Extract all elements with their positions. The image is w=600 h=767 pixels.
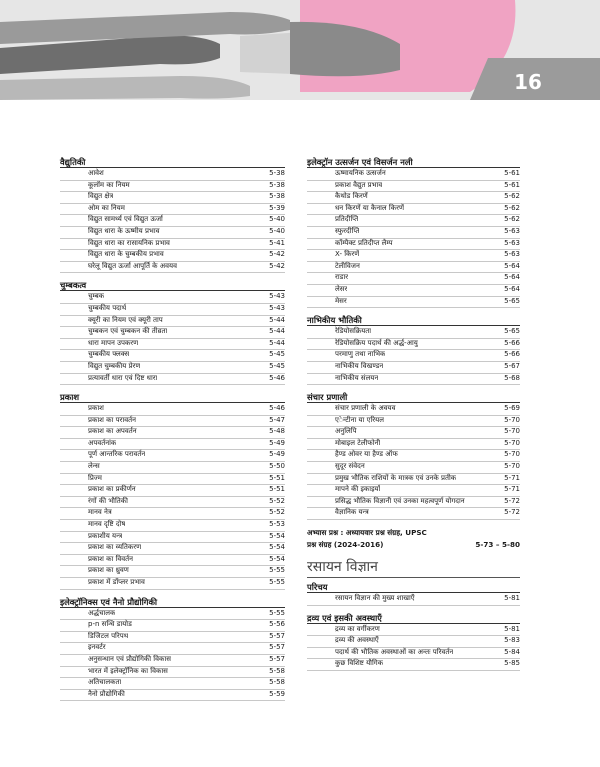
entry-label: लेसर: [335, 284, 348, 293]
entry-label: प्रकाश: [88, 404, 104, 413]
part-title-chemistry: रसायन विज्ञान: [307, 558, 520, 578]
entry-page: 5-69: [504, 404, 520, 413]
entry-page: 5-58: [269, 666, 285, 675]
entry-label: ऊष्मायनिक उत्सर्जन: [335, 169, 386, 177]
entry-label: नाभिकीय विखण्डन: [335, 361, 384, 370]
exercise-line1: अभ्यास प्रश्न : अध्यायवार प्रश्न संग्रह, UPSC: [307, 528, 427, 538]
entry-page: 5-66: [504, 350, 520, 359]
entry-label: डिजिटल परिपथ: [88, 631, 129, 640]
entry-label: मानव दृष्टि दोष: [88, 520, 126, 529]
entry-label: कॉम्पैक्ट प्रतिदीप्त लैम्प: [335, 238, 393, 247]
entry-label: X- किरणें: [335, 250, 360, 259]
entry-label: स्फुरदीप्ति: [335, 226, 360, 235]
right-sections: [307, 157, 520, 520]
entry-page: 5-52: [269, 508, 285, 517]
section-title[interactable]: संचार प्रणाली: [307, 392, 520, 403]
entry-label: राडार: [335, 273, 349, 282]
entry-page: 5-42: [269, 250, 285, 259]
entry-page: 5-70: [504, 427, 520, 436]
toc-left-column: [60, 157, 285, 708]
entry-label: वैज्ञानिक यन्त्र: [335, 508, 369, 517]
entry-page: 5-38: [269, 180, 285, 189]
entry-page: 5-50: [269, 462, 285, 471]
exercise-pages: 5-73 – 5-80: [475, 539, 520, 549]
entry-label: मोबाइल टेलीफोनी: [335, 438, 381, 447]
entry-page: 5-64: [504, 261, 520, 270]
toc-right-column: [307, 157, 520, 678]
entry-label: प्रतिदीप्ति: [335, 215, 359, 224]
entry-label: पदार्थ की भौतिक अवस्थाओं का अन्तः परिवर्तन: [335, 647, 454, 656]
entry-label: प्रकाश का प्रकीर्णन: [88, 485, 136, 494]
entry-label: प्रकाश वैद्युत प्रभाव: [335, 180, 383, 189]
entry-page: 5-71: [504, 485, 520, 494]
entry-label: द्रव्य की अवस्थाएँ: [335, 636, 379, 645]
toc-entry[interactable]: [60, 262, 285, 274]
entry-label: नाभिकीय संलयन: [335, 373, 379, 382]
entry-label: प्रकाशीय यन्त्र: [88, 531, 123, 540]
header-graphic: [0, 0, 600, 118]
entry-page: 5-81: [504, 594, 520, 603]
entry-label: घरेलू विद्युत ऊर्जा आपूर्ति के अवयव: [88, 261, 177, 270]
exercise-entry[interactable]: [307, 527, 520, 550]
entry-label: एेन्टीना या एरियल: [335, 415, 384, 424]
entry-label: विद्युत धारा के ऊष्मीय प्रभाव: [88, 226, 160, 235]
toc-entry[interactable]: [307, 659, 520, 671]
entry-page: 5-65: [504, 296, 520, 305]
toc-entry[interactable]: [60, 578, 285, 590]
entry-page: 5-72: [504, 496, 520, 505]
entry-page: 5-49: [269, 450, 285, 459]
entry-page: 5-42: [269, 261, 285, 270]
entry-page: 5-51: [269, 473, 285, 482]
chem-sections: [307, 582, 520, 671]
entry-page: 5-43: [269, 292, 285, 301]
entry-page: 5-70: [504, 450, 520, 459]
entry-label: चुम्बक: [88, 292, 105, 301]
entry-label: कैथोड किरणें: [335, 192, 368, 201]
entry-label: प्रिज्म: [88, 473, 102, 482]
section-title[interactable]: परिचय: [307, 582, 520, 593]
entry-page: 5-63: [504, 238, 520, 247]
toc-section: [307, 315, 520, 385]
section-title[interactable]: प्रकाश: [60, 392, 285, 403]
entry-page: 5-55: [269, 578, 285, 586]
entry-label: विद्युत क्षेत्र: [88, 192, 114, 201]
entry-label: चुम्बकन एवं चुम्बकन की तीव्रता: [88, 327, 168, 336]
entry-page: 5-44: [269, 327, 285, 336]
entry-page: 5-52: [269, 496, 285, 505]
header-banner: [0, 0, 600, 118]
entry-label: प्रकाश में डॉप्लर प्रभाव: [88, 578, 145, 586]
entry-page: 5-38: [269, 192, 285, 201]
entry-page: 5-56: [269, 620, 285, 629]
entry-label: अर्द्धचालक: [88, 608, 116, 617]
entry-label: संचार प्रणाली के अवयव: [335, 404, 396, 413]
entry-page: 5-63: [504, 226, 520, 235]
toc-section: [307, 613, 520, 671]
entry-label: धन किरणें या कैनाल किरणें: [335, 203, 405, 212]
entry-label: लेन्स: [88, 462, 100, 471]
entry-label: रसायन विज्ञान की मुख्य शाखाएँ: [335, 594, 415, 603]
toc-entry[interactable]: [307, 594, 520, 606]
toc-entry[interactable]: [307, 374, 520, 386]
entry-page: 5-44: [269, 315, 285, 324]
entry-page: 5-83: [504, 636, 520, 645]
toc-entry[interactable]: [60, 690, 285, 702]
entry-page: 5-57: [269, 643, 285, 652]
entry-label: विद्युत धारा का रासायनिक प्रभाव: [88, 238, 170, 247]
entry-label: अतिचालकता: [88, 678, 122, 687]
entry-label: नैनो प्रौद्योगिकी: [88, 689, 125, 698]
entry-label: प्रकाश का अपवर्तन: [88, 427, 137, 436]
entry-page: 5-62: [504, 215, 520, 224]
toc-section: [60, 157, 285, 273]
entry-page: 5-61: [504, 180, 520, 189]
entry-page: 5-61: [504, 169, 520, 177]
entry-page: 5-63: [504, 250, 520, 259]
entry-page: 5-70: [504, 462, 520, 471]
section-title[interactable]: इलेक्ट्रॉनिक्स एवं नैनो प्रौद्योगिकी: [60, 597, 285, 608]
entry-page: 5-62: [504, 203, 520, 212]
entry-label: रेडियोसक्रियता: [335, 327, 372, 336]
entry-label: प्रकाश का परावर्तन: [88, 415, 136, 424]
toc-section: [60, 392, 285, 590]
entry-label: धारा मापन उपकरण: [88, 338, 139, 347]
entry-page: 5-55: [269, 566, 285, 575]
entry-page: 5-54: [269, 554, 285, 563]
entry-page: 5-45: [269, 350, 285, 359]
entry-label: p-n सन्धि डायोड: [88, 620, 132, 629]
entry-page: 5-84: [504, 647, 520, 656]
entry-label: प्रसिद्ध भौतिक विज्ञानी एवं उनका महत्वपूर्ण योगदान: [335, 496, 465, 505]
exercise-line2-row: [307, 539, 520, 551]
toc-entry[interactable]: [307, 297, 520, 309]
section-title[interactable]: चुम्बकत्व: [60, 280, 285, 291]
entry-page: 5-62: [504, 192, 520, 201]
entry-label: प्रत्यावर्ती धारा एवं दिष्ट धारा: [88, 373, 158, 382]
entry-label: रंगों की भौतिकी: [88, 496, 128, 505]
entry-label: प्रमुख भौतिक राशियों के मात्रक एवं उनके प्रतीक: [335, 473, 457, 482]
entry-label: भारत में इलेक्ट्रॉनिक का विकास: [88, 666, 168, 675]
entry-label: सुदूर संवेदन: [335, 462, 365, 471]
entry-label: विद्युत सामर्थ्य एवं विद्युत ऊर्जा: [88, 215, 163, 224]
entry-label: अनुलिपि: [335, 427, 357, 436]
entry-label: विद्युत चुम्बकीय प्रेरण: [88, 361, 141, 370]
entry-page: 5-38: [269, 169, 285, 177]
entry-page: 5-39: [269, 203, 285, 212]
entry-page: 5-57: [269, 631, 285, 640]
entry-label: रेडियोसक्रिय पदार्थ की अर्द्ध-आयु: [335, 338, 418, 347]
entry-label: ओम का नियम: [88, 203, 125, 212]
entry-label: हैण्ड ओवर या हैण्ड ऑफ: [335, 450, 398, 459]
toc-section: [307, 157, 520, 308]
entry-page: 5-47: [269, 415, 285, 424]
entry-page: 5-53: [269, 520, 285, 529]
entry-label: कूलॉम का नियम: [88, 180, 130, 189]
entry-label: प्रकाश का व्यतिकरण: [88, 543, 142, 552]
entry-page: 5-44: [269, 338, 285, 347]
entry-page: 5-65: [504, 327, 520, 336]
entry-page: 5-55: [269, 608, 285, 617]
entry-page: 5-40: [269, 226, 285, 235]
entry-page: 5-72: [504, 508, 520, 517]
entry-page: 5-40: [269, 215, 285, 224]
entry-page: 5-68: [504, 373, 520, 382]
toc-section: [307, 582, 520, 606]
toc-entry[interactable]: [60, 374, 285, 386]
entry-label: परमाणु तथा नाभिक: [335, 350, 386, 359]
entry-page: 5-81: [504, 624, 520, 633]
toc-section: [307, 392, 520, 520]
entry-page: 5-41: [269, 238, 285, 247]
entry-page: 5-54: [269, 543, 285, 552]
entry-page: 5-46: [269, 404, 285, 413]
entry-label: चुम्बकीय पदार्थ: [88, 303, 127, 312]
entry-page: 5-43: [269, 303, 285, 312]
entry-page: 5-66: [504, 338, 520, 347]
entry-label: अनुसन्धान एवं प्रौद्योगिकी विकास: [88, 654, 171, 663]
entry-page: 5-45: [269, 361, 285, 370]
entry-page: 5-57: [269, 654, 285, 663]
toc-section: [60, 280, 285, 385]
toc-section: [60, 597, 285, 702]
entry-label: क्यूरी का नियम एवं क्यूरी ताप: [88, 315, 163, 324]
entry-label: इनवर्टर: [88, 643, 106, 652]
entry-page: 5-58: [269, 678, 285, 687]
entry-page: 5-48: [269, 427, 285, 436]
entry-label: मेसर: [335, 296, 347, 305]
entry-page: 5-46: [269, 373, 285, 382]
entry-page: 5-49: [269, 438, 285, 447]
entry-label: कुछ विशिष्ट यौगिक: [335, 659, 384, 668]
entry-label: प्रकाश का ध्रुवण: [88, 566, 129, 575]
entry-label: मापने की इकाइयाँ: [335, 485, 381, 494]
entry-page: 5-54: [269, 531, 285, 540]
entry-label: आवेश: [88, 169, 104, 177]
entry-label: टेलीविजन: [335, 261, 360, 270]
entry-page: 5-64: [504, 284, 520, 293]
entry-label: द्रव्य का वर्गीकरण: [335, 624, 380, 633]
entry-page: 5-51: [269, 485, 285, 494]
toc-entry[interactable]: [307, 508, 520, 520]
entry-label: पूर्ण आन्तरिक परावर्तन: [88, 450, 146, 459]
section-title[interactable]: द्रव्य एवं इसकी अवस्थाएँ: [307, 613, 520, 624]
entry-label: चुम्बकीय फ्लक्स: [88, 350, 130, 359]
entry-page: 5-70: [504, 415, 520, 424]
entry-label: अपवर्तनांक: [88, 438, 117, 447]
entry-label: प्रकाश का विवर्तन: [88, 554, 134, 563]
page-number: 16: [514, 70, 542, 94]
entry-page: 5-71: [504, 473, 520, 482]
entry-label: विद्युत धारा के चुम्बकीय प्रभाव: [88, 250, 164, 259]
section-title[interactable]: इलेक्ट्रॉन उत्सर्जन एवं विसर्जन नली: [307, 157, 520, 168]
entry-page: 5-85: [504, 659, 520, 668]
entry-page: 5-70: [504, 438, 520, 447]
entry-page: 5-64: [504, 273, 520, 282]
entry-label: मानव नेत्र: [88, 508, 112, 517]
entry-page: 5-67: [504, 361, 520, 370]
section-title[interactable]: नाभिकीय भौतिकी: [307, 315, 520, 326]
entry-page: 5-59: [269, 689, 285, 698]
exercise-line2: प्रश्न संग्रह (2024-2016): [307, 539, 384, 549]
section-title[interactable]: वैद्युतिकी: [60, 157, 285, 168]
